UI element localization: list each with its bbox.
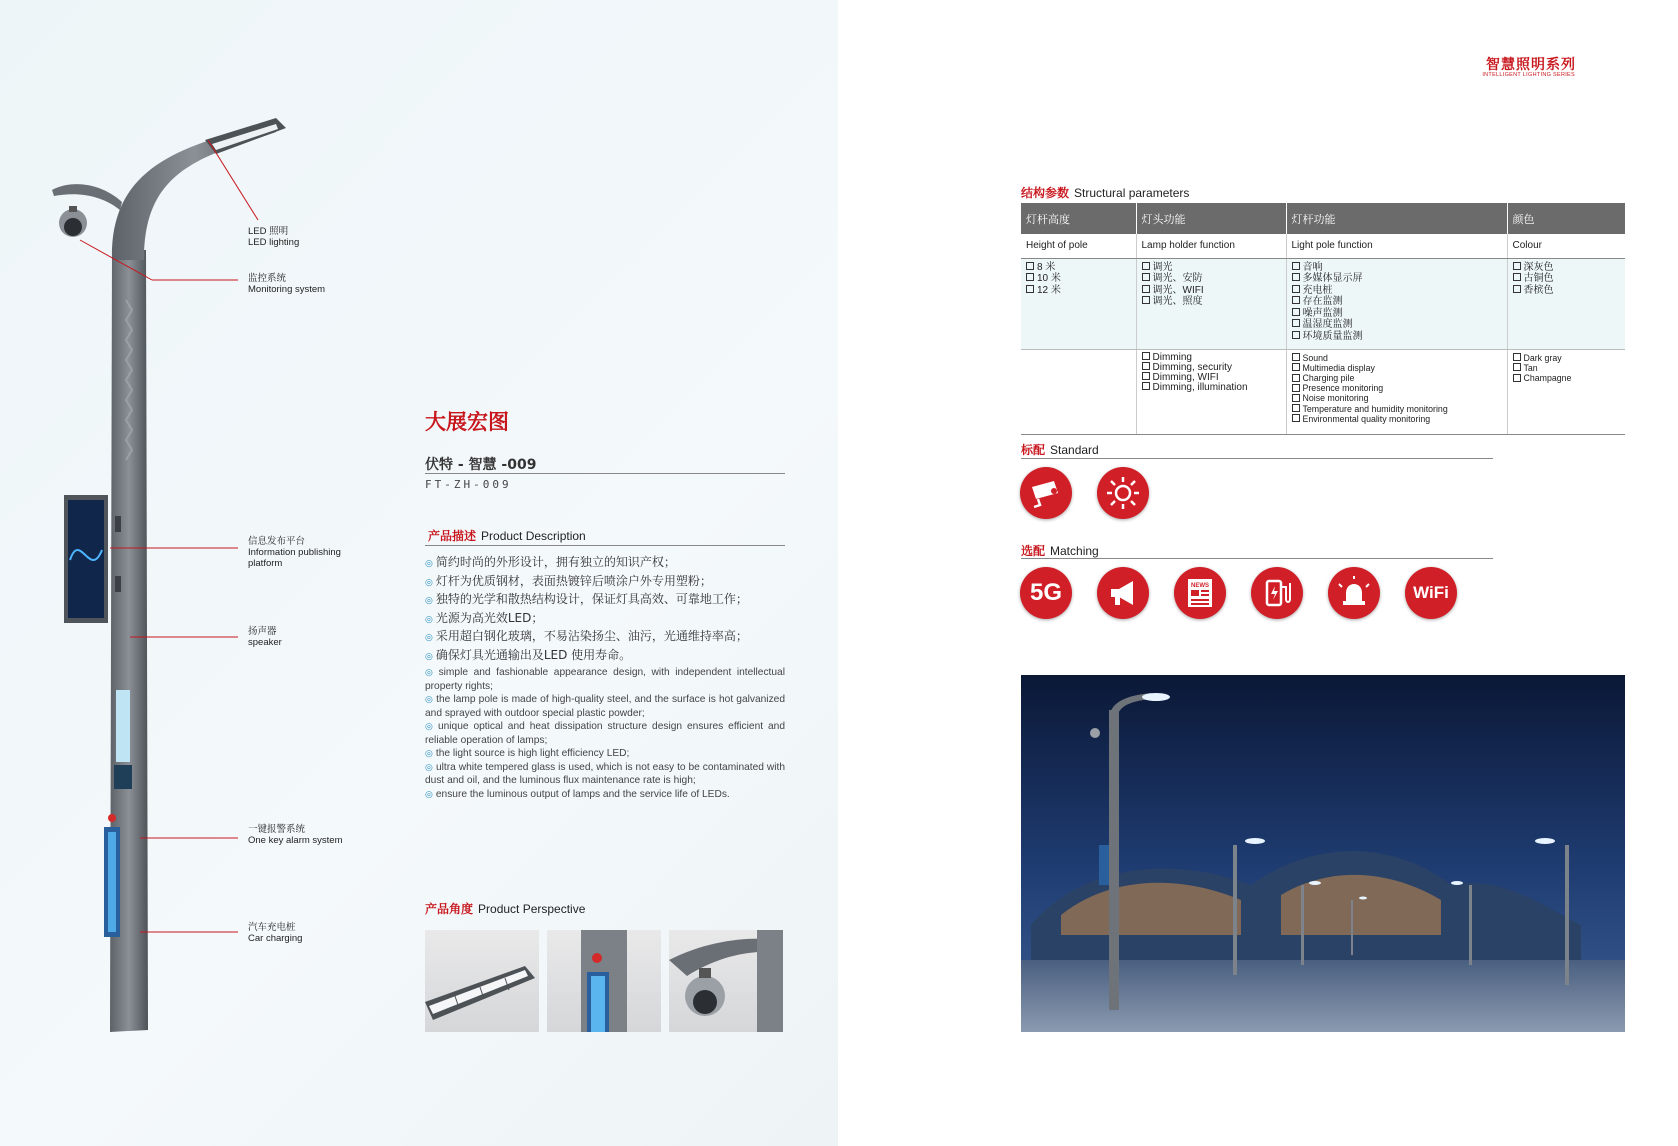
perspective-led-head [425,930,539,1032]
list-item: ◎ 确保灯具光通输出及LED 使用寿命。 [425,647,795,666]
standard-heading: 标配 Standard [1021,443,1099,457]
colour-options-en: Dark gray Tan Champagne [1507,349,1625,434]
callout-monitoring: 监控系统 Monitoring system [248,273,326,295]
perspective-heading: 产品角度 Product Perspective [425,902,586,916]
list-item: ◎ ensure the luminous output of lamps and the service life of LEDs. [425,788,785,802]
pole-options-cn: 音响 多媒体显示屏 充电桩 存在监测 噪声监测 温湿度监测 环境质量监测 [1286,258,1507,349]
callout-info-platform: 信息发布平台 Information publishing platform [248,536,341,569]
list-item: ◎ ultra white tempered glass is used, which is not easy to be contaminated with dust and oil, and the luminous flux maintenance rate is high; [425,761,785,788]
product-model: 伏特 - 智慧 -009 [425,457,537,473]
header-holder-en: Lamp holder function [1136,234,1286,258]
colour-options-cn: 深灰色 古铜色 香槟色 [1507,258,1625,349]
news-icon [1174,567,1226,619]
left-page [0,0,838,1146]
callout-charging: 汽车充电桩 Car charging [248,922,303,944]
standard-divider [1021,458,1493,459]
structural-table [1021,203,1625,435]
description-en-list [425,666,785,801]
description-heading: 产品描述 Product Description [428,529,586,543]
holder-options-en: Dimming Dimming, security Dimming, WIFI Dimming, illumination [1136,349,1286,434]
structural-heading: 结构参数 Structural parameters [1021,186,1190,200]
list-item: ◎ unique optical and heat dissipation structure design ensures efficient and reliable operation of lamps; [425,720,785,747]
holder-options-cn: 调光 调光、安防 调光、WIFI 调光、照度 [1136,258,1286,349]
camera-icon [1020,467,1072,519]
header-height-cn: 灯杆高度 [1021,203,1136,234]
header-pole-cn: 灯杆功能 [1286,203,1507,234]
header-holder-cn: 灯头功能 [1136,203,1286,234]
matching-heading: 选配 Matching [1021,544,1099,558]
callout-alarm: 一键报警系统 One key alarm system [248,824,343,846]
list-item: ◎ 独特的光学和散热结构设计，保证灯具高效、可靠地工作； [425,591,795,610]
callout-led: LED 照明 LED lighting [248,226,300,248]
matching-divider [1021,558,1493,559]
list-item: ◎ simple and fashionable appearance design, with independent intellectual property rights; [425,666,785,693]
list-item: ◎ the light source is high light efficiency LED; [425,747,785,761]
title-divider [425,473,785,474]
list-item: ◎ 简约时尚的外形设计，拥有独立的知识产权； [425,554,795,573]
list-item: ◎ 灯杆为优质钢材，表面热镀锌后喷涂户外专用塑粉； [425,573,795,592]
list-item: ◎ 光源为高光效LED； [425,610,795,629]
perspective-charging-port [547,930,661,1032]
header-colour-en: Colour [1507,234,1625,258]
header-height-en: Height of pole [1021,234,1136,258]
callout-speaker: 扬声器 speaker [248,626,282,648]
alarm-icon [1328,567,1380,619]
svg-text:NEWS: NEWS [1191,583,1209,589]
list-item: ◎ 采用超白钢化玻璃，不易沾染扬尘、油污，光通维持率高； [425,628,795,647]
description-divider [425,545,785,546]
night-scene-photo [1021,675,1625,1032]
series-subtitle: INTELLIGENT LIGHTING SERIES [1482,72,1575,78]
light-icon [1097,467,1149,519]
description-cn-list [425,554,795,665]
product-code: FT-ZH-009 [425,478,512,491]
5g-icon: 5G [1020,567,1072,619]
series-title: 智慧照明系列 [1486,57,1576,73]
pole-options-en: Sound Multimedia display Charging pile Presence monitoring Noise monitoring Temperature and humidity monitoring Environmental quality monitoring [1286,349,1507,434]
product-slogan: 大展宏图 [425,410,509,434]
header-colour-cn: 颜色 [1507,203,1625,234]
height-options-en [1021,349,1136,434]
callout-lines [0,0,260,960]
list-item: ◎ the lamp pole is made of high-quality steel, and the surface is hot galvanized and sprayed with outdoor special plastic powder; [425,693,785,720]
wifi-icon: WiFi [1405,567,1457,619]
megaphone-icon [1097,567,1149,619]
perspective-camera [669,930,783,1032]
height-options-cn: 8 米 10 米 12 米 [1021,258,1136,349]
header-pole-en: Light pole function [1286,234,1507,258]
charger-icon [1251,567,1303,619]
